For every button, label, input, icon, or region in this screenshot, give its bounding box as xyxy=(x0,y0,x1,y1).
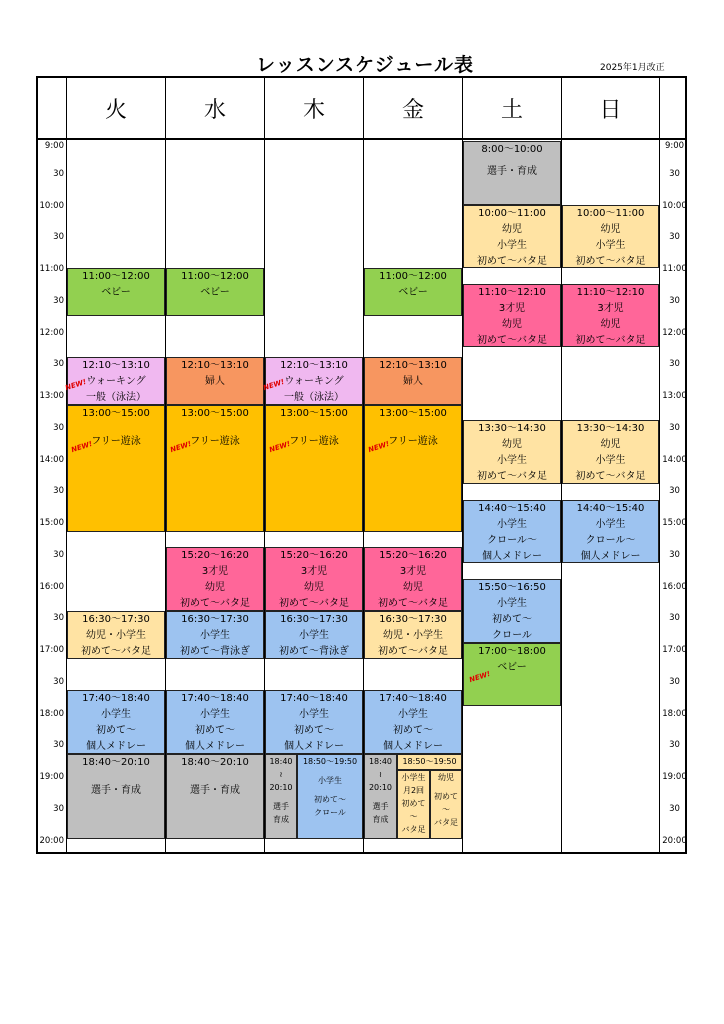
lesson-block xyxy=(67,690,165,754)
lesson-text: 初めて～背泳ぎ xyxy=(279,645,349,657)
time-label-right: 16:00 xyxy=(662,581,687,592)
time-label-right: 30 xyxy=(669,613,680,624)
lesson-time: 8:00～10:00 xyxy=(481,144,543,155)
new-badge: NEW! xyxy=(64,377,88,393)
lesson-time: 17:40～18:40 xyxy=(280,693,348,705)
lesson-time: 18:40 xyxy=(269,756,293,766)
lesson-text: 幼児 xyxy=(600,318,621,330)
lesson-text: 幼児 xyxy=(502,223,522,235)
lesson-block xyxy=(166,690,264,754)
lesson-block xyxy=(463,420,561,484)
lesson-text: フリー遊泳 xyxy=(91,435,141,447)
lesson-text: ベビー xyxy=(200,287,230,298)
new-badge: NEW! xyxy=(70,439,94,454)
lesson-text: 初めて～ xyxy=(96,725,136,737)
lesson-text: 選手・育成 xyxy=(487,166,537,177)
lesson-text: 3才児 xyxy=(201,566,229,578)
time-label-left: 9:00 xyxy=(44,141,64,151)
lesson-time: 11:00～12:00 xyxy=(82,271,150,282)
lesson-block xyxy=(463,284,561,348)
lesson-block xyxy=(397,754,462,770)
time-label-left: 30 xyxy=(53,613,64,624)
time-label-left: 11:00 xyxy=(39,264,64,274)
lesson-time: 17:40～18:40 xyxy=(379,693,447,705)
lesson-text: 小学生 xyxy=(200,709,230,721)
lesson-text: 20:10 xyxy=(368,782,393,792)
lesson-text: 幼児 xyxy=(304,582,324,594)
lesson-text: 選手・育成 xyxy=(190,784,240,796)
time-label-right: 13:00 xyxy=(662,391,687,401)
lesson-text: 初めて～ xyxy=(294,725,334,737)
lesson-block xyxy=(67,268,165,316)
lesson-block xyxy=(166,268,264,316)
lesson-text: 初めて～バタ足 xyxy=(378,598,448,610)
lesson-time: 11:00～12:00 xyxy=(181,271,249,282)
lesson-text: 初めて～バタ足 xyxy=(180,598,250,610)
lesson-text: 初めて～バタ足 xyxy=(575,255,646,267)
lesson-text: 月2回 xyxy=(402,785,425,795)
lesson-block xyxy=(364,690,462,754)
time-label-left: 30 xyxy=(53,422,64,433)
lesson-text: 幼児・小学生 xyxy=(383,629,443,641)
lesson-text: 初めて～バタ足 xyxy=(279,598,349,610)
day-header-thu: 木 xyxy=(302,98,325,123)
lesson-text: 幼児 xyxy=(600,223,621,235)
lesson-text: ウォーキング xyxy=(86,375,146,387)
day-header-fri: 金 xyxy=(401,98,424,123)
lesson-text: 小学生 xyxy=(398,709,428,721)
time-label-right: 30 xyxy=(669,232,680,243)
time-label-left: 16:00 xyxy=(39,581,64,592)
time-label-right: 15:00 xyxy=(662,518,687,528)
lesson-time: 幼児 xyxy=(438,772,454,782)
lesson-time: 11:10～12:10 xyxy=(576,286,645,298)
time-label-right: 12:00 xyxy=(662,327,687,338)
time-label-right: 14:00 xyxy=(662,454,687,465)
lesson-block xyxy=(463,500,561,564)
lesson-text: クロール xyxy=(314,807,346,817)
lesson-block xyxy=(463,205,561,269)
lesson-time: 16:30～17:30 xyxy=(280,613,348,625)
time-label-left: 30 xyxy=(53,740,64,751)
lesson-time: 15:20～16:20 xyxy=(280,550,348,562)
lesson-block xyxy=(364,268,462,316)
time-label-right: 19:00 xyxy=(662,772,687,782)
time-label-right: 30 xyxy=(669,676,680,687)
lesson-text: 個人メドレー xyxy=(580,550,641,562)
lesson-time: 小学生 xyxy=(401,772,426,782)
lesson-block xyxy=(265,611,363,659)
lesson-text: バタ足 xyxy=(434,817,458,827)
time-label-left: 13:00 xyxy=(39,391,64,401)
lesson-text: ベビー xyxy=(101,287,131,298)
lesson-block xyxy=(364,611,462,659)
lesson-text: 個人メドレー xyxy=(482,550,542,562)
lesson-time: 15:50～16:50 xyxy=(478,582,546,594)
lesson-text: 初めて～ xyxy=(434,791,458,814)
lesson-time: 17:00～18:00 xyxy=(478,645,546,657)
lesson-text: 個人メドレー xyxy=(284,741,344,753)
time-label-right: 20:00 xyxy=(662,835,687,846)
lesson-block xyxy=(166,405,264,532)
time-label-right: 18:00 xyxy=(662,708,687,719)
lesson-block xyxy=(166,547,264,611)
lesson-text: 小学生 xyxy=(595,455,626,467)
lesson-text: フリー遊泳 xyxy=(190,435,240,447)
lesson-text: 初めて～バタ足 xyxy=(575,471,646,483)
time-label-left: 30 xyxy=(53,676,64,687)
lesson-text: 婦人 xyxy=(205,375,225,387)
lesson-text: ≀ xyxy=(279,769,283,779)
lesson-text: 幼児 xyxy=(205,582,225,594)
lesson-text: 小学生 xyxy=(497,239,527,251)
lesson-text: 初めて～バタ足 xyxy=(477,255,547,267)
lesson-time: 11:00～12:00 xyxy=(379,271,447,282)
lesson-text: 婦人 xyxy=(403,375,423,387)
time-label-left: 17:00 xyxy=(39,645,64,655)
lesson-block xyxy=(265,690,363,754)
lesson-text: 初めて～ xyxy=(314,794,346,804)
lesson-block xyxy=(562,284,659,348)
lesson-time: 12:10～13:10 xyxy=(181,359,249,371)
lesson-block xyxy=(166,357,264,405)
time-label-right: 30 xyxy=(669,740,680,751)
lesson-time: 10:00～11:00 xyxy=(478,207,546,219)
revision-date: 2025年1月改正 xyxy=(600,63,665,73)
lesson-time: 13:30～14:30 xyxy=(478,423,546,435)
lesson-time: 16:30～17:30 xyxy=(82,613,150,625)
new-badge: NEW! xyxy=(468,669,492,684)
lesson-text: 20:10 xyxy=(269,782,293,792)
time-label-left: 30 xyxy=(53,803,64,814)
lesson-time: 12:10～13:10 xyxy=(82,359,150,371)
lesson-time: 13:00～15:00 xyxy=(82,407,150,419)
lesson-text: 選手 xyxy=(273,801,289,811)
lesson-text: 3才児 xyxy=(399,566,427,578)
time-label-right: 11:00 xyxy=(662,264,687,274)
time-label-right: 30 xyxy=(669,486,680,497)
lesson-text: 小学生 xyxy=(318,775,342,785)
time-label-left: 20:00 xyxy=(39,835,64,846)
lesson-block xyxy=(364,547,462,611)
lesson-text: 一般（泳法） xyxy=(86,391,146,403)
time-label-right: 30 xyxy=(669,295,680,306)
lesson-time: 17:40～18:40 xyxy=(82,693,150,705)
new-badge: NEW! xyxy=(367,439,391,454)
lesson-block xyxy=(265,754,297,840)
time-label-right: 30 xyxy=(669,549,680,560)
time-label-right: 9:00 xyxy=(664,141,685,151)
lesson-text: クロール～ xyxy=(487,534,537,546)
lesson-text: 初めて～ xyxy=(393,725,433,737)
lesson-text: ウォーキング xyxy=(284,375,344,387)
lesson-text: 選手・育成 xyxy=(91,784,141,796)
lesson-text: 初めて～ xyxy=(401,798,426,821)
day-header-wed: 水 xyxy=(203,98,226,123)
lesson-time: 13:00～15:00 xyxy=(379,407,447,419)
lesson-block xyxy=(265,547,363,611)
lesson-time: 13:00～15:00 xyxy=(280,407,348,419)
time-label-left: 14:00 xyxy=(39,454,64,465)
lesson-text: 幼児 xyxy=(600,439,621,451)
lesson-block xyxy=(364,357,462,405)
day-header-sat: 土 xyxy=(500,98,523,123)
lesson-text: 個人メドレー xyxy=(383,741,443,753)
time-label-left: 30 xyxy=(53,486,64,497)
lesson-block xyxy=(562,500,659,564)
time-label-right: 10:00 xyxy=(662,200,687,211)
lesson-text: 初めて～バタ足 xyxy=(575,334,646,346)
lesson-block xyxy=(562,420,659,484)
lesson-text: 小学生 xyxy=(299,629,329,641)
lesson-text: 小学生 xyxy=(101,709,131,721)
lesson-text: 幼児・小学生 xyxy=(86,629,146,641)
lesson-time: 17:40～18:40 xyxy=(181,693,249,705)
lesson-block xyxy=(430,770,462,840)
time-label-left: 30 xyxy=(53,168,64,179)
new-badge: NEW! xyxy=(268,439,292,454)
lesson-text: 初めて～ xyxy=(195,725,235,737)
lesson-time: 18:40～20:10 xyxy=(181,756,249,768)
lesson-text: バタ足 xyxy=(401,824,426,834)
time-label-left: 19:00 xyxy=(39,772,64,782)
time-label-left: 10:00 xyxy=(39,200,64,211)
lesson-text: 育成 xyxy=(372,814,389,824)
lesson-time: 18:50～19:50 xyxy=(302,756,358,766)
lesson-text: 3才児 xyxy=(300,566,328,578)
time-label-left: 30 xyxy=(53,359,64,370)
lesson-text: 小学生 xyxy=(497,455,527,467)
lesson-text: 選手 xyxy=(372,801,389,811)
time-label-right: 30 xyxy=(669,422,680,433)
lesson-text: 個人メドレー xyxy=(86,741,146,753)
lesson-text: フリー遊泳 xyxy=(388,435,438,447)
lesson-time: 13:00～15:00 xyxy=(181,407,249,419)
day-header-sun: 日 xyxy=(599,98,622,123)
new-badge: NEW! xyxy=(169,439,193,454)
lesson-text: 幼児 xyxy=(403,582,423,594)
time-label-right: 17:00 xyxy=(662,645,687,655)
lesson-block xyxy=(463,141,561,205)
lesson-time: 13:30～14:30 xyxy=(576,423,645,435)
day-header-tue: 火 xyxy=(104,98,127,123)
new-badge: NEW! xyxy=(262,377,286,393)
lesson-text: ベビー xyxy=(497,661,527,673)
time-label-left: 30 xyxy=(53,232,64,243)
lesson-text: 3才児 xyxy=(498,302,526,314)
lesson-time: 18:40 xyxy=(368,756,393,766)
lesson-time: 15:20～16:20 xyxy=(379,550,447,562)
time-label-left: 15:00 xyxy=(39,518,64,528)
lesson-text: クロール xyxy=(492,630,532,642)
lesson-text: ≀ xyxy=(379,769,382,779)
lesson-block xyxy=(67,611,165,659)
lesson-block xyxy=(297,754,363,840)
time-label-right: 30 xyxy=(669,168,680,179)
lesson-text: 小学生 xyxy=(497,518,527,530)
lesson-block xyxy=(463,579,561,643)
lesson-time: 12:10～13:10 xyxy=(280,359,348,371)
lesson-block xyxy=(67,754,165,840)
lesson-block xyxy=(166,611,264,659)
lesson-text: 幼児 xyxy=(502,318,522,330)
lesson-text: 個人メドレー xyxy=(185,741,245,753)
time-label-left: 30 xyxy=(53,295,64,306)
lesson-text: ベビー xyxy=(398,287,428,298)
lesson-text: 初めて～バタ足 xyxy=(477,334,547,346)
lesson-text: 幼児 xyxy=(502,439,522,451)
lesson-text: 3才児 xyxy=(597,302,624,314)
lesson-grid xyxy=(38,78,685,852)
page-title: レッスンスケジュール表 xyxy=(255,54,475,76)
lesson-time: 16:30～17:30 xyxy=(379,613,447,625)
lesson-block xyxy=(364,754,397,840)
lesson-text: フリー遊泳 xyxy=(289,435,339,447)
time-label-left: 30 xyxy=(53,549,64,560)
lesson-time: 18:40～20:10 xyxy=(82,756,150,768)
lesson-text: クロール～ xyxy=(585,534,636,546)
lesson-text: 小学生 xyxy=(497,598,527,610)
time-label-left: 18:00 xyxy=(39,708,64,719)
lesson-text: 初めて～背泳ぎ xyxy=(180,645,250,657)
lesson-text: 初めて～バタ足 xyxy=(477,471,547,483)
lesson-time: 11:10～12:10 xyxy=(478,286,546,298)
lesson-time: 15:20～16:20 xyxy=(181,550,249,562)
time-label-right: 30 xyxy=(669,359,680,370)
lesson-block xyxy=(364,405,462,532)
lesson-text: 小学生 xyxy=(299,709,329,721)
lesson-time: 14:40～15:40 xyxy=(576,502,645,514)
lesson-time: 10:00～11:00 xyxy=(576,207,645,219)
lesson-block xyxy=(265,405,363,532)
lesson-text: 小学生 xyxy=(595,518,626,530)
time-label-left: 12:00 xyxy=(39,327,64,338)
time-label-right: 30 xyxy=(669,803,680,814)
lesson-text: 小学生 xyxy=(595,239,626,251)
lesson-text: 初めて～ xyxy=(492,614,532,626)
lesson-block xyxy=(166,754,264,840)
lesson-time: 18:50～19:50 xyxy=(402,756,457,766)
lesson-time: 16:30～17:30 xyxy=(181,613,249,625)
lesson-text: 初めて～バタ足 xyxy=(378,645,448,657)
lesson-text: 初めて～バタ足 xyxy=(81,645,151,657)
schedule-table xyxy=(36,76,687,854)
lesson-block xyxy=(562,205,659,269)
lesson-block xyxy=(67,405,165,532)
lesson-time: 14:40～15:40 xyxy=(478,502,546,514)
lesson-time: 12:10～13:10 xyxy=(379,359,447,371)
lesson-text: 育成 xyxy=(273,814,289,824)
lesson-text: 一般（泳法） xyxy=(284,391,344,403)
lesson-text: 小学生 xyxy=(200,629,230,641)
lesson-block xyxy=(397,770,430,840)
